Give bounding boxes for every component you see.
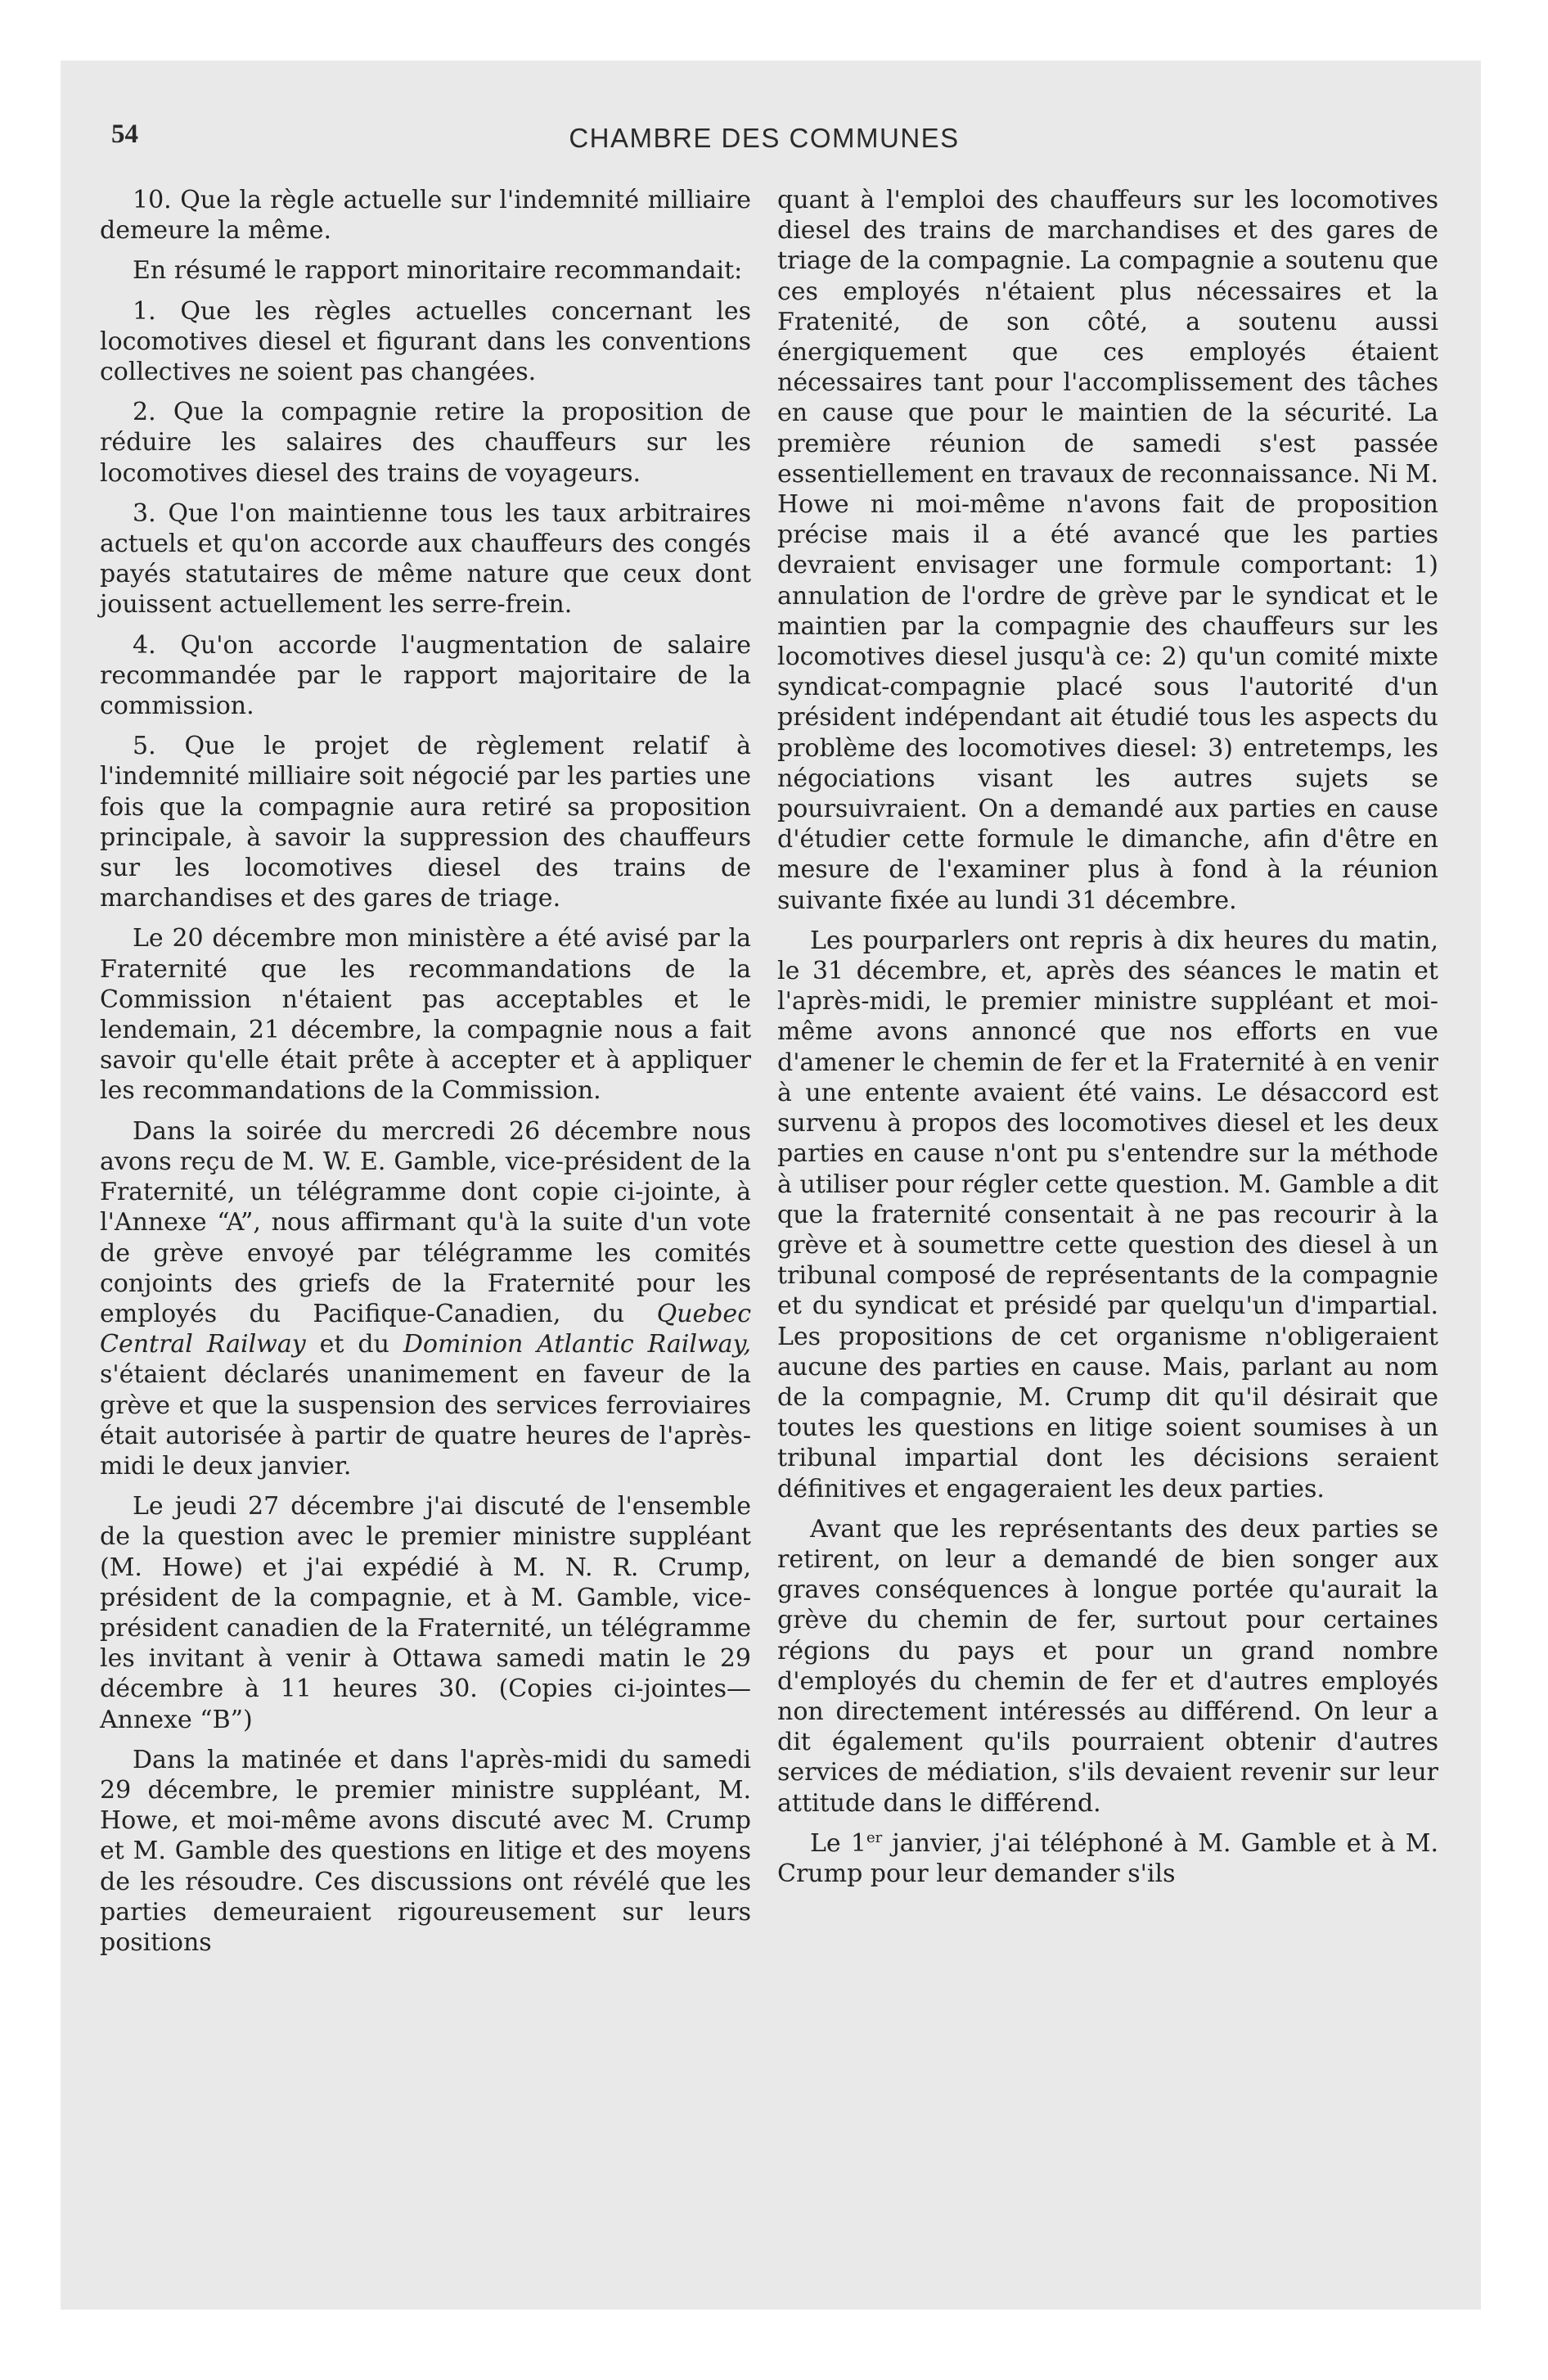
paragraph: 2. Que la compagnie retire la proposition de réduire les salaires des chauffeurs sur les locomotives diesel des trains de voyageurs.	[100, 398, 751, 488]
paragraph: 3. Que l'on maintienne tous les taux arbitraires actuels et qu'on accorde aux chauffeurs des congés payés statutaires de même nature que ceux dont jouissent actuellement les serre-frein.	[100, 498, 751, 620]
italic-railway-name: Quebec Central Railway	[100, 1299, 751, 1359]
superscript: er	[866, 1828, 883, 1846]
page-header	[111, 119, 1417, 169]
text-run: Le 1	[810, 1828, 866, 1858]
paragraph: Les pourparlers ont repris à dix heures du matin, le 31 décembre, et, après des séances le matin et l'après-midi, le premier ministre suppléant et moi-même avons annoncé que nos efforts en vue d'amener le chemin de fer et la Fraternité à en venir à une entente avaient été vains. Le désaccord est survenu à propos des locomotives diesel et les deux parties en cause n'ont pu s'entendre sur la méthode à utiliser pour régler cette question. M. Gamble a dit que la fraternité consentait à ne pas recourir à la grève et à soumettre cette question des diesel à un tribunal composé de représentants de la compagnie et du syndicat et présidé par quelqu'un d'impartial. Les propositions de cet organisme n'obligeraient aucune des parties en cause. Mais, parlant au nom de la compagnie, M. Crump dit qu'il désirait que toutes les questions en litige soient soumises à un tribunal impartial dont les décisions seraient définitives et engageraient les deux parties.	[777, 926, 1438, 1503]
paragraph: Le 20 décembre mon ministère a été avisé par la Fraternité que les recommandations de la Commission n'étaient pas acceptables et le lendemain, 21 décembre, la compagnie nous a fait savoir qu'elle était prête à accepter et à appliquer les recommandations de la Commission.	[100, 924, 751, 1106]
paragraph	[777, 1828, 1438, 1889]
paragraph: En résumé le rapport minoritaire recommandait:	[133, 256, 743, 286]
paragraph: 10. Que la règle actuelle sur l'indemnité milliaire demeure la même.	[100, 186, 751, 246]
text-run: Dans la soirée du mercredi 26 décembre nous avons reçu de M. W. E. Gamble, vice-président de la Fraternité, un télégramme dont copie ci-jointe, à l'Annexe “A”, nous affirmant qu'à la suite d'un vote de grève envoyé par télégramme les comités conjoints des griefs de la Fraternité pour les employés du Pacifique-Canadien, du	[100, 1116, 751, 1328]
right-column	[777, 185, 1438, 1899]
running-title: CHAMBRE DES COMMUNES	[569, 123, 960, 153]
text-run: janvier, j'ai téléphoné à M. Gamble et à M. Crump pour leur demander s'ils	[777, 1828, 1438, 1888]
italic-railway-name: Dominion Atlantic Railway,	[403, 1330, 752, 1359]
paragraph: 5. Que le projet de règlement relatif à l'indemnité milliaire soit négocié par les parties une fois que la compagnie aura retiré sa proposition principale, à savoir la suppression des chauffeurs sur les locomotives diesel des trains de marchandises et des gares de triage.	[100, 732, 751, 913]
paragraph: Avant que les représentants des deux parties se retirent, on leur a demandé de bien songer aux graves conséquences à longue portée qu'aurait la grève du chemin de fer, surtout pour certaines régions du pays et pour un grand nombre d'employés du chemin de fer et d'autres employés non directement intéressés au différend. On leur a dit également qu'ils pourraient obtenir d'autres services de médiation, s'ils devaient revenir sur leur attitude dans le différend.	[777, 1514, 1438, 1818]
paragraph	[100, 1116, 751, 1481]
paragraph: Dans la matinée et dans l'après-midi du samedi 29 décembre, le premier ministre suppléant, M. Howe, et moi-même avons discuté avec M. Crump et M. Gamble des questions en litige et des moyens de les résoudre. Ces discussions ont révélé que les parties demeuraient rigoureusement sur leurs positions	[100, 1745, 751, 1957]
paragraph: Le jeudi 27 décembre j'ai discuté de l'ensemble de la question avec le premier ministre suppléant (M. Howe) et j'ai expédié à M. N. R. Crump, président de la compagnie, et à M. Gamble, vice-président canadien de la Fraternité, un télégramme les invitant à venir à Ottawa samedi matin le 29 décembre à 11 heures 30. (Copies ci-jointes— Annexe “B”)	[100, 1492, 751, 1734]
paragraph: quant à l'emploi des chauffeurs sur les locomotives diesel des trains de marchandises et des gares de triage de la compagnie. La compagnie a soutenu que ces employés n'étaient plus nécessaires et la Fratenité, de son côté, a soutenu aussi énergiquement que ces employés étaient nécessaires tant pour l'accomplissement des tâches en cause que pour le maintien de la sécurité. La première réunion de samedi s'est passée essentiellement en travaux de reconnaissance. Ni M. Howe ni moi-même n'avons fait de proposition précise mais il a été avancé que les parties devraient envisager une formule comportant: 1) annulation de l'ordre de grève par le syndicat et le maintien par la compagnie des chauffeurs sur les locomotives diesel jusqu'à ce: 2) qu'un comité mixte syndicat-compagnie placé sous l'autorité d'un président indépendant ait étudié tous les aspects du problème des locomotives diesel: 3) entretemps, les négociations visant les autres sujets se poursuivraient. On a demandé aux parties en cause d'étudier cette formule le dimanche, afin d'être en mesure de l'examiner plus à fond à la réunion suivante fixée au lundi 31 décembre.	[777, 186, 1438, 915]
page-number: 54	[111, 119, 138, 149]
text-run: s'étaient déclarés unanimement en faveur de la grève et que la suspension des services ferroviaires était autorisée à partir de quatre heures de l'après-midi le deux janvier.	[100, 1360, 751, 1481]
paragraph: 4. Qu'on accorde l'augmentation de salaire recommandée par le rapport majoritaire de la commission.	[100, 630, 751, 721]
paragraph: 1. Que les règles actuelles concernant les locomotives diesel et figurant dans les conventions collectives ne soient pas changées.	[100, 296, 751, 387]
text-run: et du	[319, 1330, 389, 1359]
left-column	[100, 185, 751, 1968]
